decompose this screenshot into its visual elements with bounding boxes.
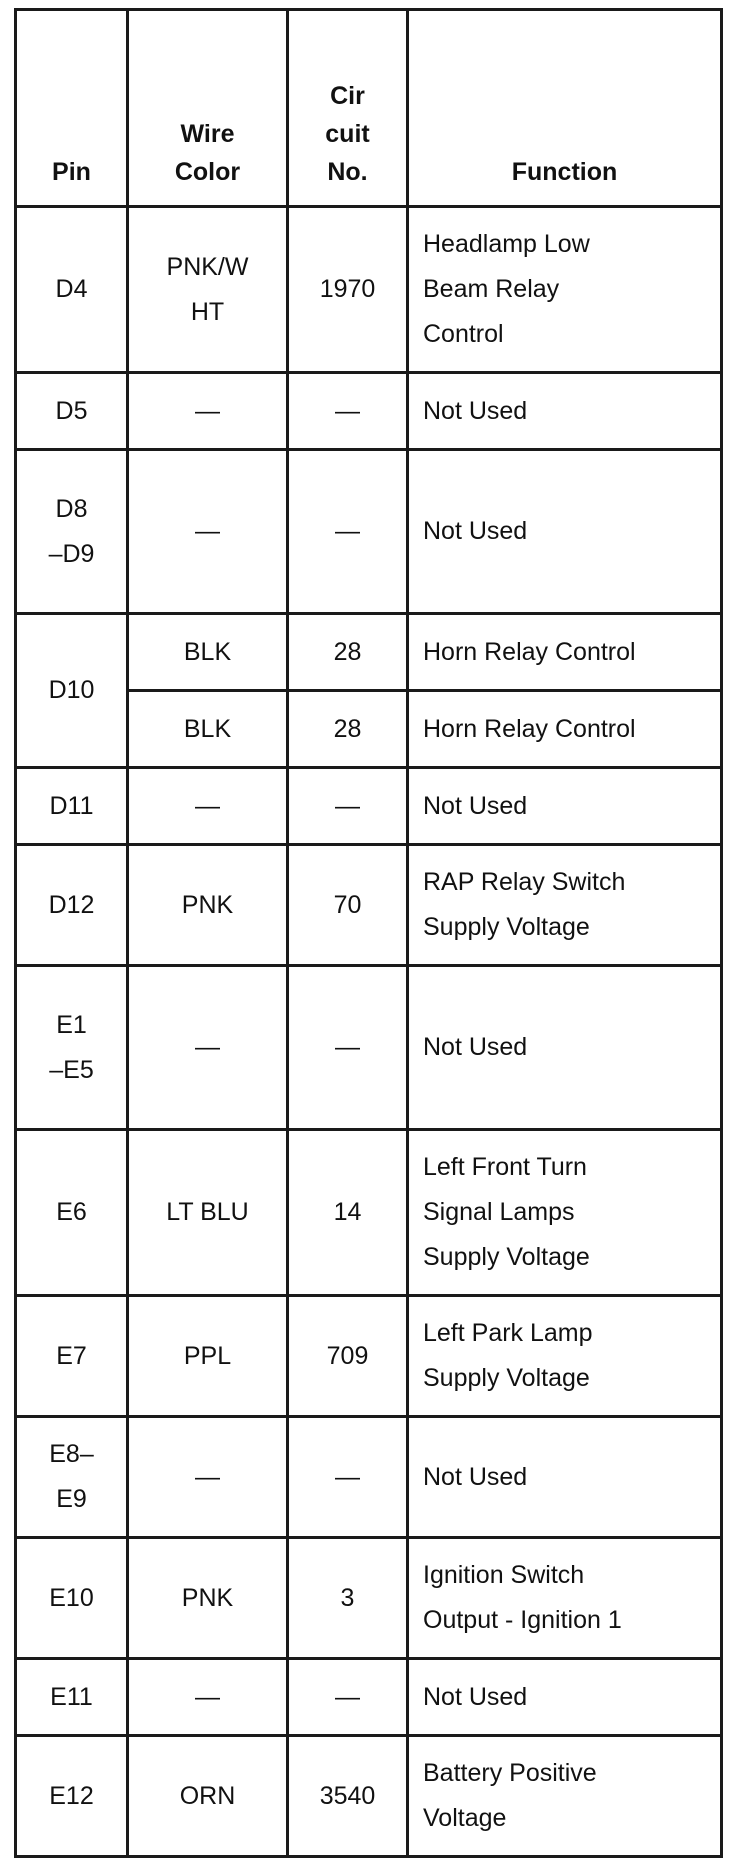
circuit-no-cell: 3	[288, 1538, 408, 1659]
circuit-no-cell: —	[288, 966, 408, 1130]
table-row	[16, 207, 722, 373]
circuit-no-cell: 70	[288, 845, 408, 966]
wire-color-cell: PNK	[128, 845, 288, 966]
function-cell: Not Used	[408, 450, 722, 614]
circuit-no-cell: 1970	[288, 207, 408, 373]
pin-cell: E1 –E5	[16, 966, 128, 1130]
circuit-no-cell: 28	[288, 614, 408, 691]
wire-color-cell: —	[128, 373, 288, 450]
circuit-no-cell: 14	[288, 1130, 408, 1296]
wire-color-cell: —	[128, 450, 288, 614]
circuit-no-cell: —	[288, 1417, 408, 1538]
circuit-no-cell: 709	[288, 1296, 408, 1417]
wire-color-cell: PPL	[128, 1296, 288, 1417]
wire-color-cell: BLK	[128, 691, 288, 768]
table-row	[16, 845, 722, 966]
pin-cell: D4	[16, 207, 128, 373]
table-row	[16, 966, 722, 1130]
table-row	[16, 614, 722, 691]
circuit-no-cell: 28	[288, 691, 408, 768]
wire-color-cell: LT BLU	[128, 1130, 288, 1296]
header-function: Function	[408, 10, 722, 207]
table-row	[16, 450, 722, 614]
wire-color-cell: —	[128, 768, 288, 845]
function-cell: Not Used	[408, 373, 722, 450]
pin-cell: E10	[16, 1538, 128, 1659]
function-cell: Ignition Switch Output - Ignition 1	[408, 1538, 722, 1659]
circuit-no-cell: —	[288, 768, 408, 845]
function-cell: Horn Relay Control	[408, 614, 722, 691]
function-cell: Not Used	[408, 1659, 722, 1736]
wire-color-cell: ORN	[128, 1736, 288, 1857]
function-cell: Not Used	[408, 966, 722, 1130]
pin-cell: E6	[16, 1130, 128, 1296]
pin-cell: D11	[16, 768, 128, 845]
table-row	[16, 1659, 722, 1736]
header-wire-color: Wire Color	[128, 10, 288, 207]
header-circuit-no: Cir cuit No.	[288, 10, 408, 207]
table-row	[16, 1130, 722, 1296]
wire-color-cell: PNK	[128, 1538, 288, 1659]
table-row	[16, 373, 722, 450]
circuit-no-cell: —	[288, 373, 408, 450]
function-cell: Horn Relay Control	[408, 691, 722, 768]
wire-color-cell: —	[128, 966, 288, 1130]
pin-cell: D5	[16, 373, 128, 450]
function-cell: Left Park Lamp Supply Voltage	[408, 1296, 722, 1417]
function-cell: Headlamp Low Beam Relay Control	[408, 207, 722, 373]
table-row	[16, 768, 722, 845]
function-cell: Not Used	[408, 768, 722, 845]
table-row	[16, 1296, 722, 1417]
wire-color-cell: —	[128, 1659, 288, 1736]
table-row	[16, 1538, 722, 1659]
table-row	[16, 1417, 722, 1538]
circuit-no-cell: —	[288, 450, 408, 614]
wire-color-cell: BLK	[128, 614, 288, 691]
header-row	[16, 10, 722, 207]
circuit-no-cell: 3540	[288, 1736, 408, 1857]
table-row	[16, 1736, 722, 1857]
function-cell: RAP Relay Switch Supply Voltage	[408, 845, 722, 966]
wire-color-cell: PNK/W HT	[128, 207, 288, 373]
pin-cell: D8 –D9	[16, 450, 128, 614]
circuit-no-cell: —	[288, 1659, 408, 1736]
pin-cell: E11	[16, 1659, 128, 1736]
pinout-table	[14, 8, 723, 1858]
function-cell: Left Front Turn Signal Lamps Supply Voltage	[408, 1130, 722, 1296]
pin-cell: E7	[16, 1296, 128, 1417]
wire-color-cell: —	[128, 1417, 288, 1538]
pin-cell: D10	[16, 614, 128, 768]
header-pin: Pin	[16, 10, 128, 207]
pin-cell: E8– E9	[16, 1417, 128, 1538]
function-cell: Battery Positive Voltage	[408, 1736, 722, 1857]
pin-cell: E12	[16, 1736, 128, 1857]
function-cell: Not Used	[408, 1417, 722, 1538]
pin-cell: D12	[16, 845, 128, 966]
